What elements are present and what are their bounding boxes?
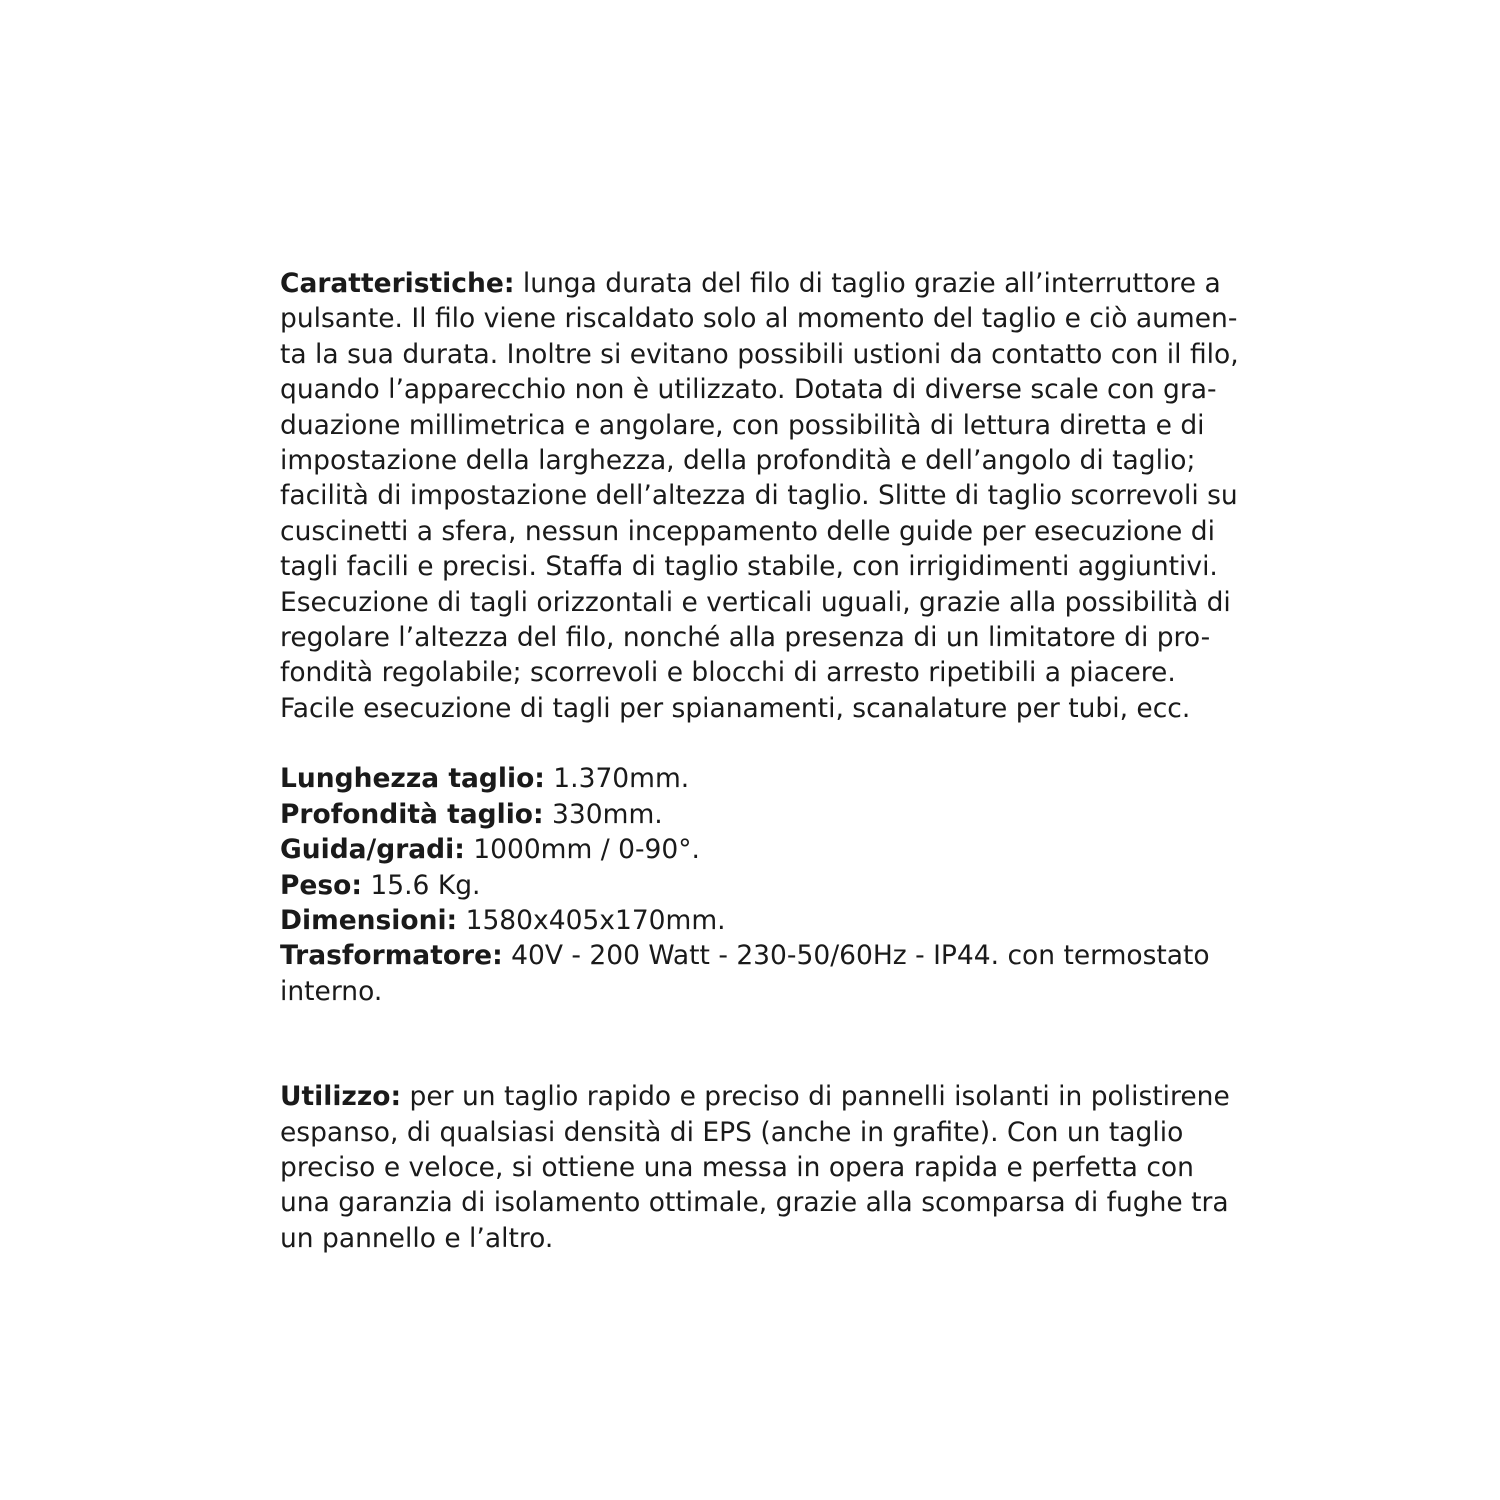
- usage-line: espanso, di qualsiasi densità di EPS (anche in grafite). Con un taglio: [280, 1116, 1184, 1148]
- features-line: impostazione della larghezza, della profondità e dell’angolo di taglio;: [280, 445, 1196, 477]
- spec-label: Trasformatore:: [280, 940, 503, 972]
- spec-guide-degrees: [280, 832, 1220, 867]
- usage-line: [280, 1079, 1230, 1114]
- spec-label: Peso:: [280, 869, 362, 901]
- features-line: regolare l’altezza del filo, nonché alla presenza di un limitatore di pro-: [280, 622, 1211, 654]
- features-line: [280, 266, 1220, 301]
- product-description: [280, 266, 1239, 1256]
- usage-line: una garanzia di isolamento ottimale, grazie alla scomparsa di fughe tra: [280, 1187, 1229, 1219]
- section-spacer: [280, 726, 1220, 761]
- usage-text: per un taglio rapido e preciso di pannelli isolanti in polistirene: [401, 1081, 1230, 1113]
- spec-weight: [280, 868, 1220, 903]
- usage-line: preciso e veloce, si ottiene una messa in opera rapida e perfetta con: [280, 1151, 1194, 1183]
- features-label: Caratteristiche:: [280, 268, 515, 299]
- spec-transformer: [280, 938, 1220, 973]
- spec-value: 330mm.: [543, 798, 663, 830]
- usage-line: un pannello e l’altro.: [280, 1222, 554, 1254]
- spec-value: 1000mm / 0-90°.: [464, 834, 700, 866]
- features-line: ta la sua durata. Inoltre si evitano possibili ustioni da contatto con il filo,: [280, 338, 1239, 370]
- spec-value: 15.6 Kg.: [361, 869, 481, 901]
- usage-label: Utilizzo:: [280, 1081, 402, 1113]
- features-line: fondità regolabile; scorrevoli e blocchi di arresto ripetibili a piacere.: [280, 657, 1176, 689]
- specs-section: [280, 761, 1220, 1009]
- features-text: lunga durata del filo di taglio grazie all’interruttore a: [514, 268, 1221, 299]
- spec-label: Lunghezza taglio:: [280, 763, 545, 795]
- features-line: Facile esecuzione di tagli per spianamenti, scanalature per tubi, ecc.: [280, 692, 1191, 724]
- features-line: duazione millimetrica e angolare, con possibilità di lettura diretta e di: [280, 409, 1205, 441]
- features-section: [280, 266, 1239, 726]
- features-line: pulsante. Il filo viene riscaldato solo al momento del taglio e ciò aumen-: [280, 303, 1238, 335]
- spec-dimensions: [280, 903, 1220, 938]
- spec-cut-depth: [280, 797, 1220, 832]
- usage-section: [280, 1079, 1230, 1256]
- spec-cut-length: [280, 761, 1220, 796]
- features-line: facilità di impostazione dell’altezza di taglio. Slitte di taglio scorrevoli su: [280, 480, 1238, 512]
- spec-transformer-continuation: interno.: [280, 975, 383, 1007]
- spec-label: Dimensioni:: [280, 904, 458, 936]
- features-line: cuscinetti a sfera, nessun inceppamento delle guide per esecuzione di: [280, 515, 1215, 547]
- spec-value: 1580x405x170mm.: [457, 904, 726, 936]
- features-line: Esecuzione di tagli orizzontali e verticali uguali, grazie alla possibilità di: [280, 586, 1231, 618]
- spec-value: 1.370mm.: [544, 763, 690, 795]
- spec-label: Profondità taglio:: [280, 798, 544, 830]
- spec-label: Guida/gradi:: [280, 834, 465, 866]
- section-spacer: [280, 1009, 1220, 1079]
- spec-value: 40V - 200 Watt - 230-50/60Hz - IP44. con termostato: [502, 940, 1210, 972]
- features-line: tagli facili e precisi. Staffa di taglio stabile, con irrigidimenti aggiuntivi.: [280, 551, 1218, 583]
- features-line: quando l’apparecchio non è utilizzato. Dotata di diverse scale con gra-: [280, 374, 1217, 406]
